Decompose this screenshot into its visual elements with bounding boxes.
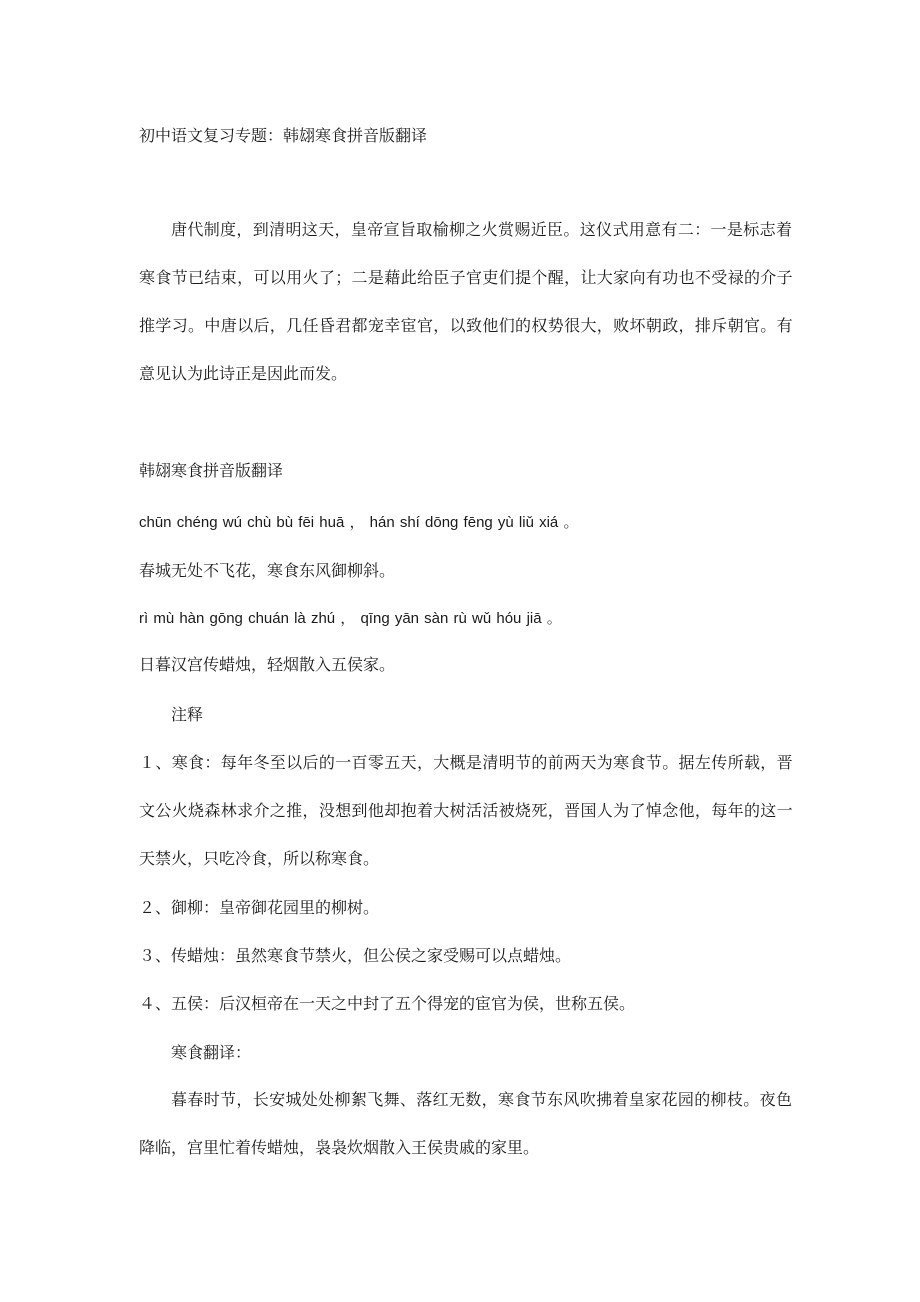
- note-4: ４、五侯：后汉桓帝在一天之中封了五个得宠的宦官为侯，世称五侯。: [139, 994, 636, 1013]
- intro-line-3: 推学习。中唐以后，几任昏君都宠幸宦官，以致他们的权势很大，败坏朝政，排斥朝官。有: [139, 316, 794, 335]
- intro-line-2: 寒食节已结束，可以用火了；二是藉此给臣子官吏们提个醒，让大家向有功也不受禄的介子: [139, 268, 794, 287]
- note-2: ２、御柳：皇帝御花园里的柳树。: [139, 898, 380, 917]
- poem-pinyin-2: rì mù hàn gōng chuán là zhú ， qīng yān sàn rù wǔ hóu jiā 。: [139, 610, 562, 627]
- note-1-line-1: １、寒食：每年冬至以后的一百零五天，大概是清明节的前两天为寒食节。据左传所载，晋: [139, 753, 794, 772]
- translation-line-1: 暮春时节，长安城处处柳絮飞舞、落红无数，寒食节东风吹拂着皇家花园的柳枝。夜色: [171, 1090, 793, 1109]
- poem-line-1: 春城无处不飞花，寒食东风御柳斜。: [139, 561, 396, 580]
- document-title: 初中语文复习专题：韩翃寒食拼音版翻译: [139, 126, 428, 145]
- note-3: ３、传蜡烛：虽然寒食节禁火，但公侯之家受赐可以点蜡烛。: [139, 946, 572, 965]
- note-1-line-2: 文公火烧森林求介之推，没想到他却抱着大树活活被烧死，晋国人为了悼念他，每年的这一: [139, 801, 794, 820]
- note-1-line-3: 天禁火，只吃冷食，所以称寒食。: [139, 849, 380, 868]
- poem-line-2: 日暮汉宫传蜡烛，轻烟散入五侯家。: [139, 655, 396, 674]
- intro-line-1: 唐代制度，到清明这天，皇帝宣旨取榆柳之火赏赐近臣。这仪式用意有二：一是标志着: [171, 220, 793, 239]
- notes-heading: 注释: [171, 705, 204, 724]
- poem-heading: 韩翃寒食拼音版翻译: [139, 461, 284, 480]
- intro-line-4: 意见认为此诗正是因此而发。: [139, 364, 348, 383]
- translation-line-2: 降临，宫里忙着传蜡烛，袅袅炊烟散入王侯贵戚的家里。: [139, 1138, 540, 1157]
- translation-heading: 寒食翻译：: [171, 1043, 252, 1062]
- poem-pinyin-1: chūn chéng wú chù bù fēi huā ， hán shí dōng fēng yù liǔ xiá 。: [139, 514, 579, 531]
